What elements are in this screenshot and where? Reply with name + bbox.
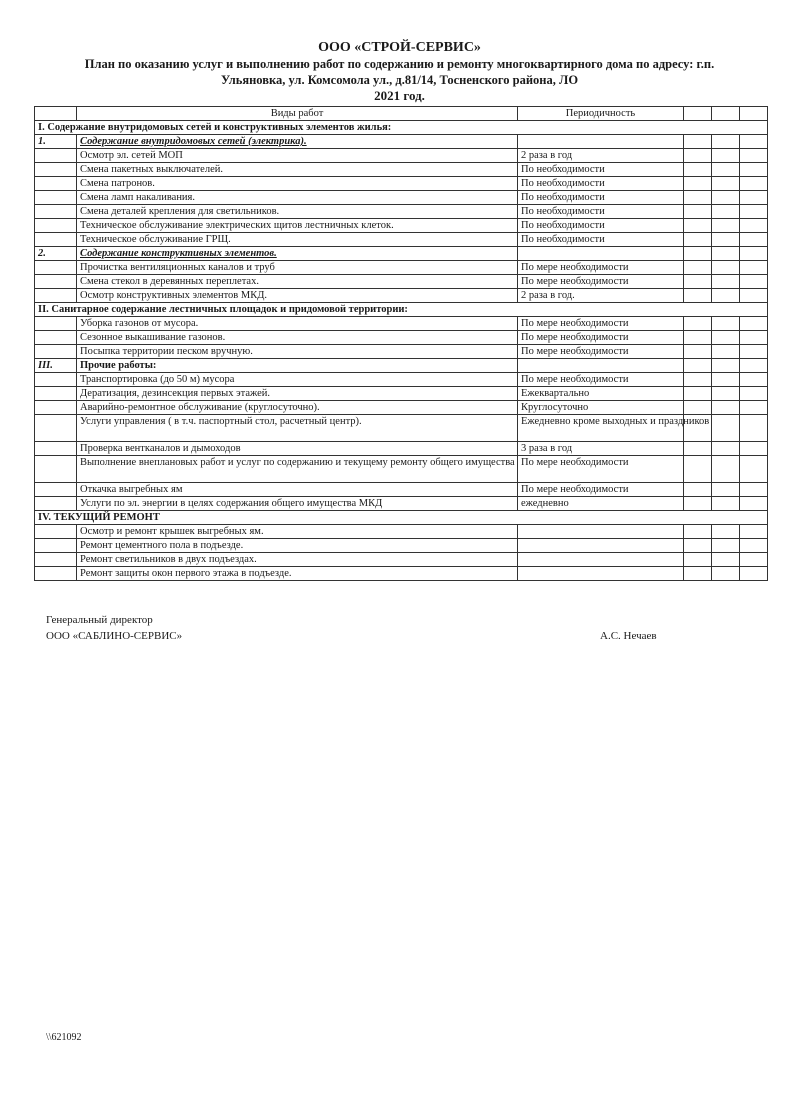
extra-cell [684,483,712,497]
table-header-row [35,107,768,121]
extra-cell [712,415,740,442]
extra-cell [712,331,740,345]
periodicity: По мере необходимости [518,373,684,387]
table-row [35,525,768,539]
extra-cell [684,219,712,233]
period-cell [518,359,684,373]
work-description: Проверка вентканалов и дымоходов [77,442,518,456]
extra-cell [740,331,768,345]
table-row [35,275,768,289]
extra-cell [740,247,768,261]
extra-cell [684,345,712,359]
work-description: Дератизация, дезинсекция первых этажей. [77,387,518,401]
row-number [35,149,77,163]
extra-cell [684,442,712,456]
table-row [35,373,768,387]
extra-cell [684,359,712,373]
row-number [35,177,77,191]
extra-cell [740,497,768,511]
periodicity: Ежеквартально [518,387,684,401]
table-row [35,553,768,567]
extra-cell [740,163,768,177]
extra-cell [712,567,740,581]
table-row [35,497,768,511]
row-number [35,205,77,219]
extra-cell [712,456,740,483]
extra-cell [740,219,768,233]
table-row [35,331,768,345]
work-description: Сезонное выкашивание газонов. [77,331,518,345]
plan-title-line2: Ульяновка, ул. Комсомола ул., д.81/14, Тосненского района, ЛО [220,73,579,87]
extra-cell [712,177,740,191]
extra-cell [712,261,740,275]
extra-cell [740,261,768,275]
extra-cell [712,373,740,387]
work-description: Посыпка территории песком вручную. [77,345,518,359]
periodicity: По мере необходимости [518,456,684,483]
table-row [35,359,768,373]
extra-cell [740,191,768,205]
signature-block [46,612,182,644]
row-number [35,415,77,442]
extra-cell [684,205,712,219]
table-row [35,415,768,442]
document-header [0,40,799,104]
table-row [35,121,768,135]
extra-cell [684,247,712,261]
extra-cell [712,553,740,567]
extra-cell [684,525,712,539]
row-number [35,456,77,483]
extra-cell [740,205,768,219]
extra-cell [740,135,768,149]
table-row [35,567,768,581]
periodicity: По необходимости [518,163,684,177]
table-row [35,539,768,553]
row-number [35,525,77,539]
extra-cell [740,525,768,539]
table-row [35,345,768,359]
row-number [35,387,77,401]
extra-cell [684,233,712,247]
extra-cell [712,539,740,553]
table-row [35,387,768,401]
section-heading: IV. ТЕКУЩИЙ РЕМОНТ [35,511,768,525]
periodicity: По мере необходимости [518,261,684,275]
section-heading: II. Санитарное содержание лестничных площадок и придомовой территории: [35,303,768,317]
extra-cell [684,456,712,483]
extra-cell [684,135,712,149]
subsection-heading: Содержание конструктивных элементов. [77,247,518,261]
periodicity: ежедневно [518,497,684,511]
work-description: Ремонт цементного пола в подъезде. [77,539,518,553]
periodicity: По необходимости [518,233,684,247]
extra-cell [684,387,712,401]
extra-cell [712,387,740,401]
extra-cell [712,135,740,149]
column-header-work: Виды работ [77,107,518,121]
table-row [35,219,768,233]
table-body [35,121,768,581]
row-number [35,289,77,303]
extra-cell [684,177,712,191]
extra-cell [740,539,768,553]
extra-cell [740,553,768,567]
table-row [35,303,768,317]
table-row [35,247,768,261]
work-description: Ремонт светильников в двух подъездах. [77,553,518,567]
table-row [35,163,768,177]
table-row [35,483,768,497]
extra-cell [740,373,768,387]
work-description: Осмотр и ремонт крышек выгребных ям. [77,525,518,539]
table-row [35,317,768,331]
extra-cell [684,497,712,511]
periodicity: По необходимости [518,205,684,219]
row-number [35,331,77,345]
periodicity [518,539,684,553]
extra-cell [712,497,740,511]
extra-cell [684,289,712,303]
row-number [35,442,77,456]
extra-cell [684,163,712,177]
works-table [34,106,768,581]
extra-cell [712,359,740,373]
company-title: ООО «СТРОЙ-СЕРВИС» [318,40,481,55]
row-number [35,553,77,567]
table-row [35,191,768,205]
subsection-heading: Содержание внутридомовых сетей (электрика). [77,135,518,149]
table-row [35,135,768,149]
periodicity: По мере необходимости [518,275,684,289]
extra-cell [712,149,740,163]
work-description: Уборка газонов от мусора. [77,317,518,331]
work-description: Смена патронов. [77,177,518,191]
row-number: 1. [35,135,77,149]
table-row [35,289,768,303]
row-number [35,497,77,511]
extra-cell [740,442,768,456]
table-row [35,442,768,456]
extra-cell [712,483,740,497]
extra-cell [740,275,768,289]
extra-cell [684,553,712,567]
extra-cell [740,345,768,359]
work-description: Осмотр эл. сетей МОП [77,149,518,163]
row-number [35,345,77,359]
periodicity: По мере необходимости [518,483,684,497]
extra-cell [740,483,768,497]
signatory-title: Генеральный директор [46,614,153,626]
extra-cell [740,456,768,483]
work-description: Техническое обслуживание ГРЩ. [77,233,518,247]
period-cell [518,135,684,149]
row-number [35,163,77,177]
periodicity: По мере необходимости [518,331,684,345]
extra-cell [740,387,768,401]
extra-cell [712,275,740,289]
extra-cell [684,331,712,345]
row-number [35,483,77,497]
work-description: Услуги управления ( в т.ч. паспортный стол, расчетный центр). [77,415,518,442]
periodicity: По мере необходимости [518,345,684,359]
work-description: Смена деталей крепления для светильников. [77,205,518,219]
periodicity: По необходимости [518,219,684,233]
extra-cell [684,275,712,289]
row-number [35,191,77,205]
periodicity: 2 раза в год. [518,289,684,303]
plan-title-line1: План по оказанию услуг и выполнению работ по содержанию и ремонту многоквартирного дома по адресу: г.п. [84,57,715,71]
work-description: Смена ламп накаливания. [77,191,518,205]
extra-cell [684,149,712,163]
work-description: Выполнение внеплановых работ и услуг по содержанию и текущему ремонту общего имущества [77,456,518,483]
extra-cell [684,191,712,205]
extra-cell [712,191,740,205]
work-description: Смена стекол в деревянных переплетах. [77,275,518,289]
table-row [35,177,768,191]
periodicity [518,567,684,581]
periodicity: По необходимости [518,177,684,191]
extra-cell [712,525,740,539]
row-number [35,317,77,331]
table-row [35,205,768,219]
table-row [35,511,768,525]
work-description: Прочистка вентиляционных каналов и труб [77,261,518,275]
extra-cell [712,233,740,247]
table-row [35,261,768,275]
extra-cell [740,177,768,191]
extra-cell [684,261,712,275]
row-number [35,373,77,387]
periodicity: 3 раза в год [518,442,684,456]
table-row [35,149,768,163]
row-number [35,539,77,553]
row-number [35,261,77,275]
row-number [35,233,77,247]
extra-cell [684,401,712,415]
extra-cell [740,359,768,373]
work-description: Транспортировка (до 50 м) мусора [77,373,518,387]
row-number: 2. [35,247,77,261]
periodicity: 2 раза в год [518,149,684,163]
period-cell [518,247,684,261]
periodicity [518,553,684,567]
row-number [35,401,77,415]
extra-cell [740,567,768,581]
row-number [35,275,77,289]
signatory-name: А.С. Нечаев [600,630,657,642]
extra-cell [740,289,768,303]
extra-cell [712,247,740,261]
extra-cell [712,401,740,415]
table-row [35,233,768,247]
column-header-period: Периодичность [518,107,684,121]
extra-cell [712,317,740,331]
work-description: Техническое обслуживание электрических щитов лестничных клеток. [77,219,518,233]
extra-cell [712,289,740,303]
extra-cell [684,539,712,553]
extra-cell [684,567,712,581]
signatory-org: ООО «САБЛИНО-СЕРВИС» [46,630,183,642]
periodicity: Круглосуточно [518,401,684,415]
extra-cell [740,149,768,163]
work-description: Осмотр конструктивных элементов МКД. [77,289,518,303]
footer-code: \\621092 [46,1032,82,1043]
table-row [35,401,768,415]
extra-cell [684,317,712,331]
periodicity: По необходимости [518,191,684,205]
work-description: Смена пакетных выключателей. [77,163,518,177]
extra-cell [684,373,712,387]
table-row [35,456,768,483]
extra-cell [740,233,768,247]
extra-cell [740,415,768,442]
subsection-heading: Прочие работы: [77,359,518,373]
extra-cell [712,205,740,219]
row-number [35,219,77,233]
section-heading: I. Содержание внутридомовых сетей и конструктивных элементов жилья: [35,121,768,135]
work-description: Ремонт защиты окон первого этажа в подъезде. [77,567,518,581]
plan-year: 2021 год. [374,88,425,103]
work-description: Услуги по эл. энергии в целях содержания общего имущества МКД [77,497,518,511]
periodicity [518,525,684,539]
extra-cell [712,345,740,359]
extra-cell [712,163,740,177]
extra-cell [712,442,740,456]
periodicity: Ежедневно кроме выходных и праздников [518,415,684,442]
extra-cell [740,317,768,331]
work-description: Откачка выгребных ям [77,483,518,497]
extra-cell [712,219,740,233]
periodicity: По мере необходимости [518,317,684,331]
work-description: Аварийно-ремонтное обслуживание (круглосуточно). [77,401,518,415]
extra-cell [740,401,768,415]
row-number [35,567,77,581]
row-number: III. [35,359,77,373]
